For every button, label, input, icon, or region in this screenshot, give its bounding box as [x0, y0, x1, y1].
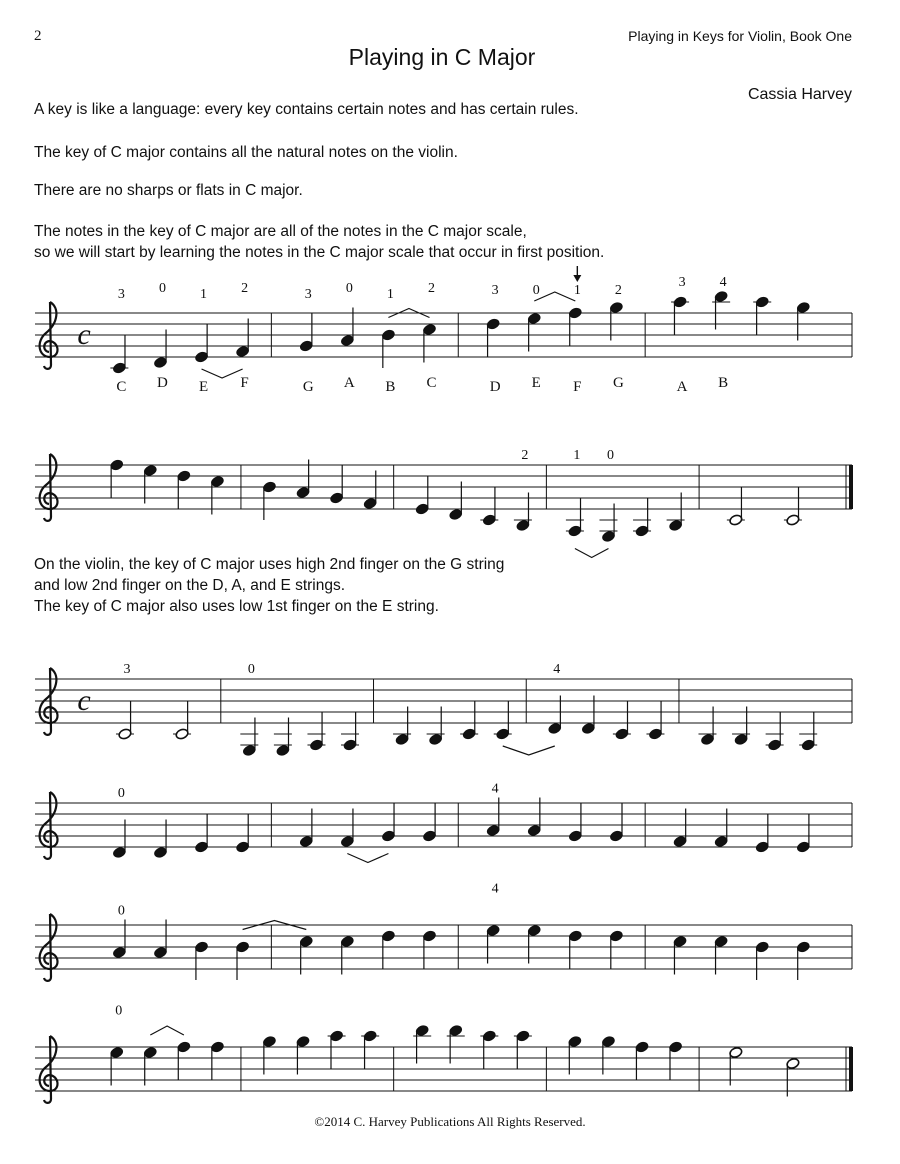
final-barline — [849, 465, 853, 509]
note-name-label: B — [718, 375, 729, 391]
fingering-number: 0 — [115, 1003, 123, 1019]
note-name-label: G — [612, 375, 624, 391]
fingering-number: 4 — [491, 781, 499, 797]
author: Cassia Harvey — [747, 86, 852, 103]
slur-mark — [150, 1026, 184, 1035]
note-name-label: A — [676, 379, 688, 395]
fingering-number: 0 — [345, 281, 353, 296]
staff-system-scale-ascending — [35, 266, 852, 395]
fingering-number: 3 — [117, 287, 125, 302]
note-name-label: A — [343, 375, 355, 391]
staff-system-exercise-line-2 — [35, 782, 852, 863]
slur-mark — [534, 292, 575, 301]
fingering-number: 2 — [614, 283, 622, 298]
down-arrow-icon — [573, 275, 581, 282]
note-name-label: D — [157, 375, 168, 391]
page-title: Playing in C Major — [348, 44, 536, 70]
fingering-number: 2 — [521, 448, 529, 463]
slur-mark — [503, 746, 555, 755]
fingering-number: 4 — [553, 662, 561, 677]
fingering-number: 1 — [573, 283, 581, 298]
staff-system-scale-descending — [35, 448, 853, 558]
finger-pattern-text: On the violin, the key of C major uses high 2nd finger on the G string and low 2nd finger on the D, A, and E strings. The key of C major also uses low 1st finger on the E string. — [34, 556, 505, 615]
intro-paragraph-2: The key of C major contains all the natural notes on the violin. — [34, 144, 458, 161]
fingering-number: 0 — [532, 283, 540, 298]
note-name-label: B — [385, 379, 396, 395]
fingering-number: 0 — [606, 448, 614, 463]
intro-paragraph-1: A key is like a language: every key contains certain notes and has certain rules. — [34, 101, 579, 118]
fingering-number: 1 — [573, 448, 581, 463]
note-name-label: C — [426, 375, 437, 391]
fingering-number: 0 — [247, 662, 255, 677]
fingering-number: 4 — [719, 275, 727, 290]
fingering-number: 1 — [386, 287, 394, 302]
final-barline — [849, 1047, 853, 1091]
fingering-number: 3 — [304, 287, 312, 302]
fingering-number: 3 — [491, 283, 499, 298]
note-name-label: F — [573, 379, 582, 395]
staff-system-exercise-line-4 — [35, 1004, 853, 1103]
fingering-number: 3 — [678, 275, 686, 290]
fingering-number: 2 — [428, 281, 436, 296]
slur-mark — [202, 369, 243, 378]
note-name-label: C — [116, 379, 127, 395]
fingering-number: 3 — [123, 662, 131, 677]
note-name-label: E — [531, 375, 541, 391]
note-name-label: G — [302, 379, 314, 395]
running-header: Playing in Keys for Violin, Book One — [628, 28, 852, 44]
fingering-number: 0 — [117, 903, 125, 919]
intro-paragraph-3: There are no sharps or flats in C major. — [34, 182, 303, 199]
common-time-signature: c — [77, 318, 91, 351]
fingering-number: 0 — [158, 281, 166, 296]
note-name-label: E — [198, 379, 209, 395]
staff-system-exercise-line-3 — [35, 882, 852, 981]
staff-system-exercise-line-1 — [35, 662, 852, 757]
common-time-signature: c — [77, 684, 91, 717]
fingering-number: 1 — [200, 287, 208, 302]
slur-mark — [575, 549, 609, 558]
slur-mark — [347, 854, 388, 863]
page-number: 2 — [34, 28, 42, 44]
note-name-label: D — [489, 379, 501, 395]
fingering-number: 0 — [117, 786, 125, 801]
copyright: ©2014 C. Harvey Publications All Rights Reserved. — [314, 1114, 586, 1129]
note-name-label: F — [240, 375, 249, 391]
fingering-number: 4 — [491, 881, 499, 897]
intro-paragraph-4: The notes in the key of C major are all of the notes in the C major scale, so we will start by learning the notes in the C major scale that occur in first position. — [34, 223, 605, 261]
fingering-number: 2 — [241, 281, 249, 296]
